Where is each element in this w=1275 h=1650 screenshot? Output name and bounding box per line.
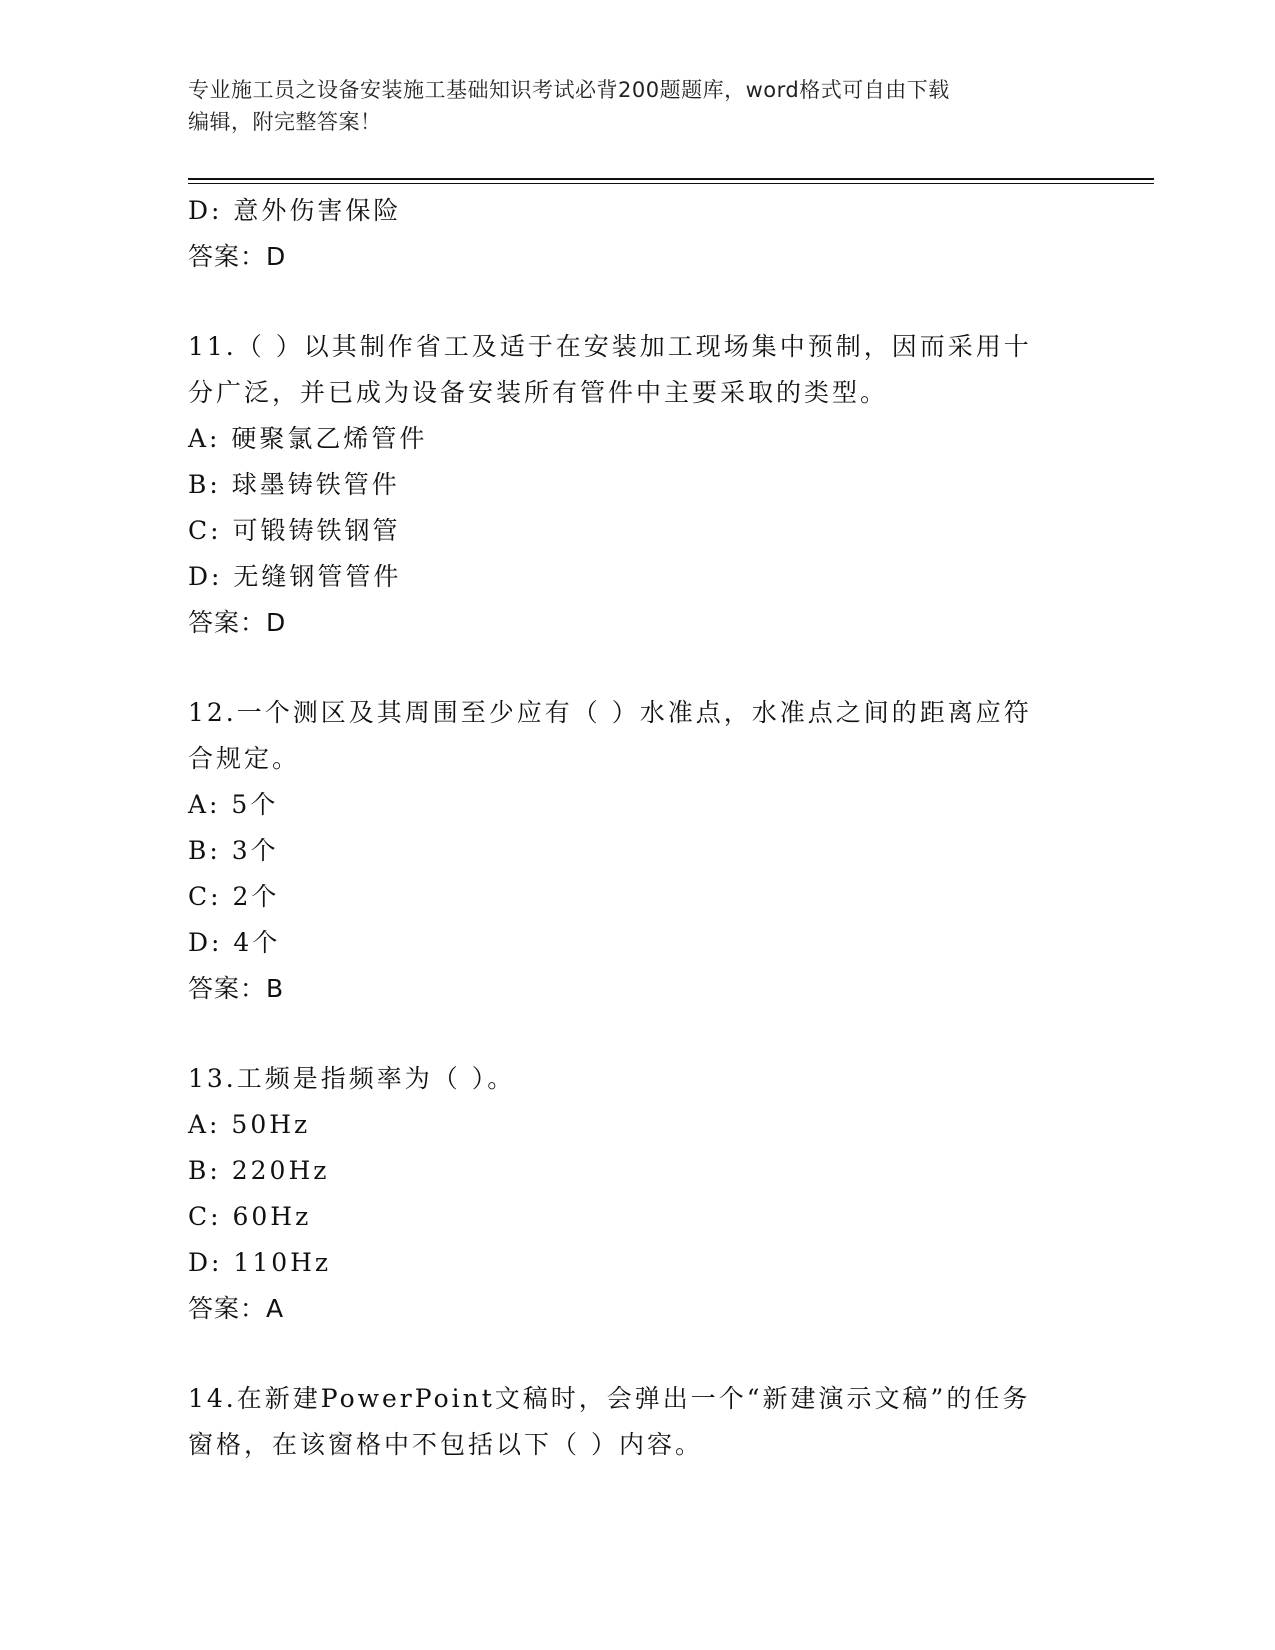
- answer-line: 答案：D: [188, 608, 287, 637]
- option-d: D: 4个: [188, 928, 281, 957]
- option-c: C: 可锻铸铁钢管: [188, 516, 401, 545]
- question-stem-line: 窗格，在该窗格中不包括以下（ ）内容。: [188, 1430, 703, 1459]
- option-b: B: 球墨铸铁管件: [188, 470, 400, 499]
- header-rule-thin: [188, 183, 1154, 184]
- page-header: [188, 74, 1078, 138]
- option-c: C: 2个: [188, 882, 280, 911]
- option-d: D: 意外伤害保险: [188, 196, 402, 225]
- header-line-1: 专业施工员之设备安装施工基础知识考试必背200题题库，word格式可自由下载: [188, 78, 950, 102]
- question-11: [188, 324, 1068, 646]
- option-a: A: 50Hz: [188, 1110, 311, 1139]
- question-stem-line: 13.工频是指频率为（ ）。: [188, 1064, 516, 1093]
- option-a: A: 5个: [188, 790, 279, 819]
- answer-line: 答案：D: [188, 242, 287, 271]
- question-13: [188, 1056, 1068, 1332]
- option-d: D: 110Hz: [188, 1248, 332, 1277]
- answer-line: 答案：B: [188, 974, 285, 1003]
- option-d: D: 无缝钢管管件: [188, 562, 402, 591]
- question-stem-line: 分广泛，并已成为设备安装所有管件中主要采取的类型。: [188, 378, 889, 407]
- question-content: [188, 188, 1068, 1468]
- question-stem-line: 14.在新建PowerPoint文稿时，会弹出一个“新建演示文稿”的任务: [188, 1384, 1031, 1413]
- question-stem-line: 合规定。: [188, 744, 301, 773]
- question-stem-line: 12.一个测区及其周围至少应有（ ）水准点，水准点之间的距离应符: [188, 698, 1032, 727]
- question-12: [188, 690, 1068, 1012]
- question-14: [188, 1376, 1068, 1468]
- previous-question-tail: [188, 188, 1068, 280]
- answer-line: 答案：A: [188, 1294, 285, 1323]
- header-rule-thick: [188, 178, 1154, 180]
- option-b: B: 220Hz: [188, 1156, 330, 1185]
- header-line-2: 编辑，附完整答案！: [188, 110, 382, 134]
- option-c: C: 60Hz: [188, 1202, 312, 1231]
- question-stem-line: 11.（ ）以其制作省工及适于在安装加工现场集中预制，因而采用十: [188, 332, 1032, 361]
- option-b: B: 3个: [188, 836, 279, 865]
- option-a: A: 硬聚氯乙烯管件: [188, 424, 428, 453]
